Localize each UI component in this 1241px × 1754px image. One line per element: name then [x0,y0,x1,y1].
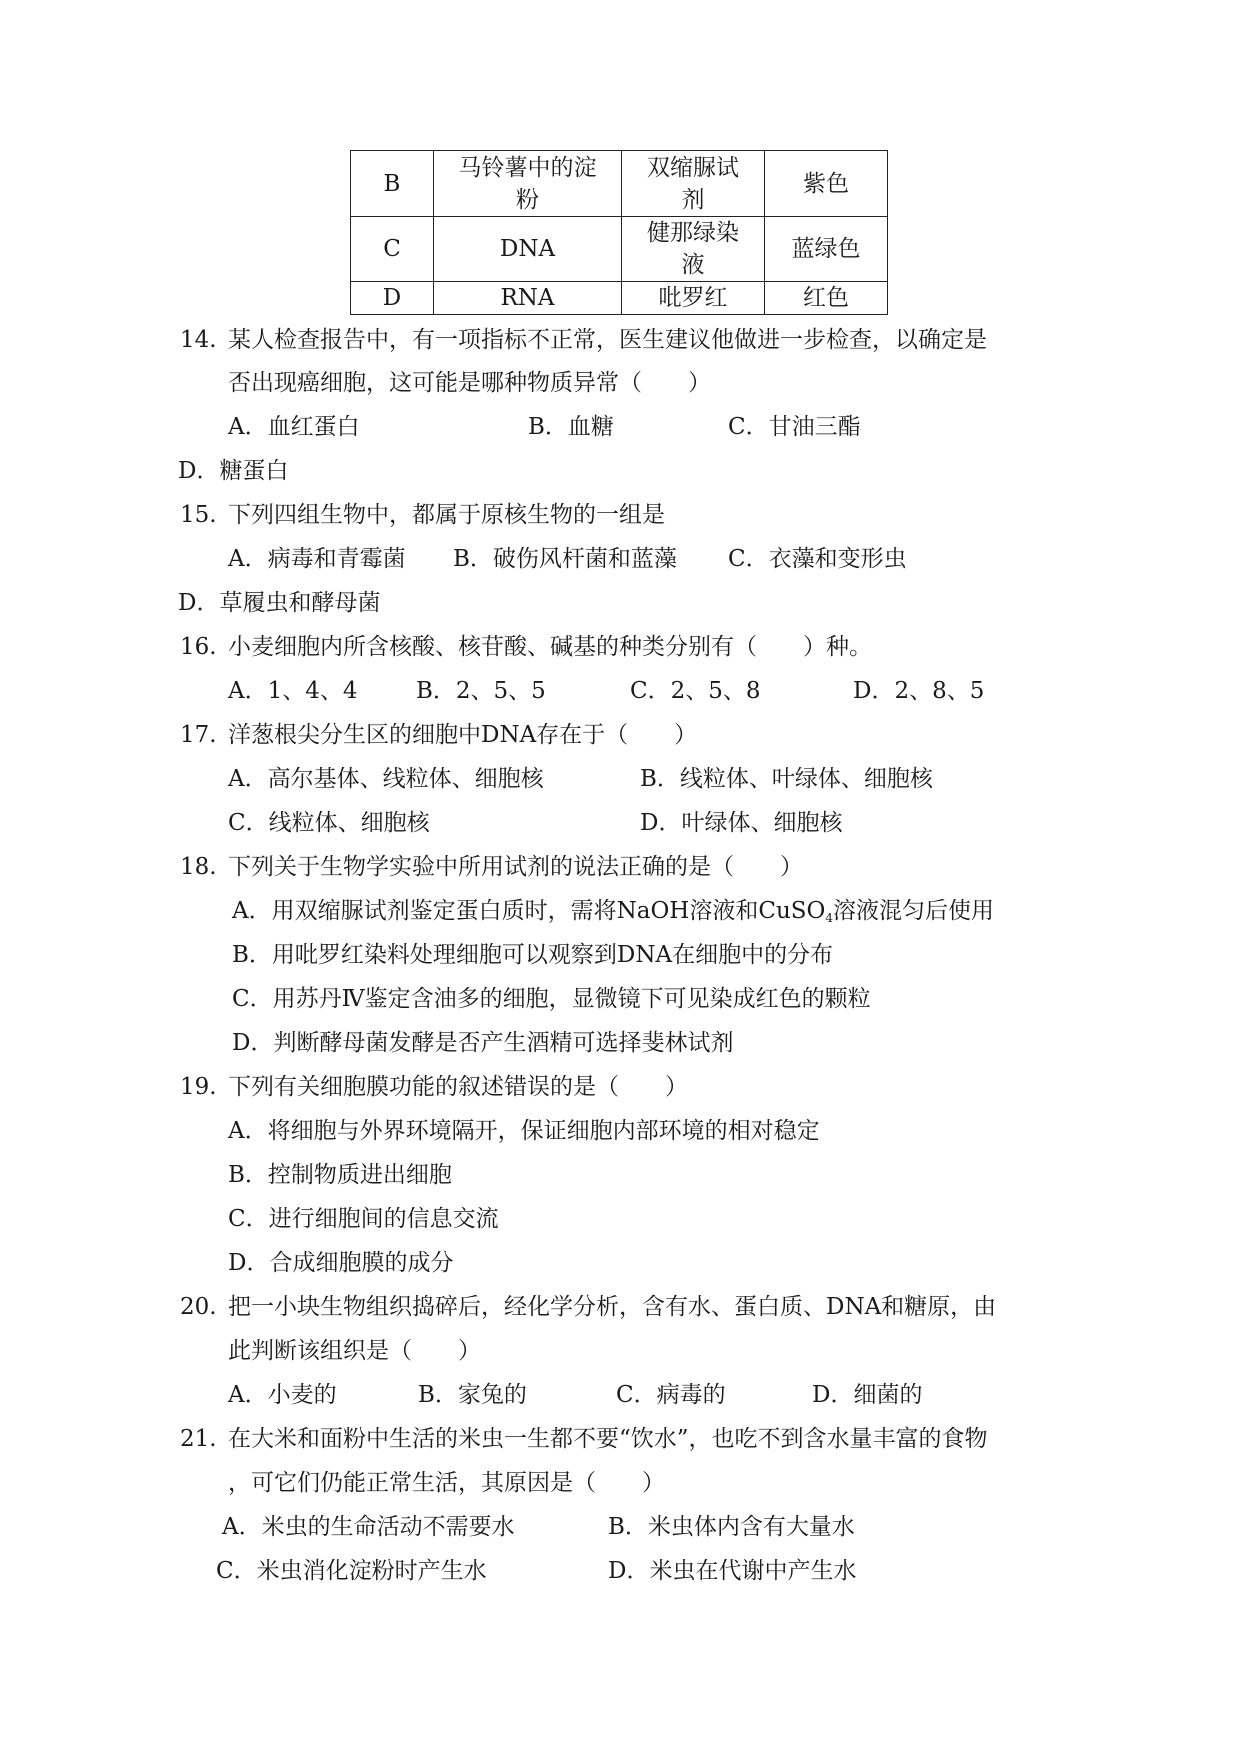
question-17-option-d: D．叶绿体、细胞核 [640,810,843,836]
question-17-option-a: A．高尔基体、线粒体、细胞核 [228,766,544,792]
question-16-stem: 小麦细胞内所含核酸、核苷酸、碱基的种类分别有（ ）种。 [228,634,872,660]
question-18-number: 18. [180,854,217,880]
question-19-option-c: C．进行细胞间的信息交流 [228,1206,499,1232]
question-16-option-d: D．2、8、5 [853,678,985,704]
question-19-stem: 下列有关细胞膜功能的叙述错误的是（ ） [228,1074,688,1100]
question-16-option-c: C．2、5、8 [630,678,761,704]
question-20-stem-cont: 此判断该组织是（ ） [228,1338,481,1364]
substance-line: 粉 [516,186,539,213]
color-cell: 紫色 [765,151,888,217]
question-21-option-a: A．米虫的生命活动不需要水 [222,1514,515,1540]
substance-cell: DNA [434,217,622,282]
question-14-stem: 某人检查报告中，有一项指标不正常，医生建议他做进一步检查，以确定是 [228,327,987,353]
question-21-option-d: D．米虫在代谢中产生水 [608,1558,857,1584]
table-row [351,217,888,282]
question-20-option-a: A．小麦的 [228,1382,337,1408]
reagent-line: 剂 [681,186,705,213]
question-15-number: 15. [180,502,217,528]
question-14-option-b: B．血糖 [528,414,614,440]
question-18-option-c: C．用苏丹Ⅳ鉴定含油多的细胞，显微镜下可见染成红色的颗粒 [232,986,871,1012]
substance-cell: RNA [434,282,622,315]
question-18-option-b: B．用吡罗红染料处理细胞可以观察到DNA在细胞中的分布 [232,942,834,968]
question-14-option-c: C．甘油三酯 [728,414,861,440]
table-row [351,282,888,315]
reagent-cell: 吡罗红 [622,282,765,315]
option-a-text: A．用双缩脲试剂鉴定蛋白质时，需将NaOH溶液和CuSO [232,898,826,924]
reagent-line: 液 [681,252,705,278]
question-20-option-d: D．细菌的 [812,1382,923,1408]
question-17-option-c: C．线粒体、细胞核 [228,810,430,836]
subscript-four: 4 [825,911,834,925]
option-a-text-end: 溶液混匀后使用 [833,898,995,924]
question-20-option-c: C．病毒的 [616,1382,726,1408]
question-19-option-d: D．合成细胞膜的成分 [228,1250,454,1276]
question-15-option-d: D．草履虫和酵母菌 [178,590,381,616]
substance-line: 马铃薯中的淀 [458,154,597,181]
question-20-stem: 把一小块生物组织捣碎后，经化学分析，含有水、蛋白质、DNA和糖原，由 [228,1294,997,1320]
question-15-option-a: A．病毒和青霉菌 [228,546,406,572]
row-letter: C [351,217,434,282]
reagent-table [350,150,888,315]
question-21-stem: 在大米和面粉中生活的米虫一生都不要“饮水”，也吃不到含水量丰富的食物 [228,1426,988,1452]
reagent-cell [622,151,765,217]
question-17-stem: 洋葱根尖分生区的细胞中DNA存在于（ ） [228,722,698,748]
question-18-option-a [232,896,994,933]
question-21-option-b: B．米虫体内含有大量水 [608,1514,855,1540]
question-14-stem-cont: 否出现癌细胞，这可能是哪种物质异常（ ） [228,370,711,396]
question-15-stem: 下列四组生物中，都属于原核生物的一组是 [228,502,665,528]
question-19-number: 19. [180,1074,217,1100]
question-17-option-b: B．线粒体、叶绿体、细胞核 [640,766,933,792]
question-21-number: 21. [180,1426,217,1452]
table-row [351,151,888,217]
question-19-option-a: A．将细胞与外界环境隔开，保证细胞内部环境的相对稳定 [228,1118,820,1144]
question-16-number: 16. [180,634,217,660]
question-18-option-d: D．判断酵母菌发酵是否产生酒精可选择斐林试剂 [232,1030,734,1056]
row-letter: B [351,151,434,217]
question-14-option-d: D．糖蛋白 [178,458,289,484]
reagent-cell [622,217,765,282]
question-17-number: 17. [180,722,217,748]
color-cell: 红色 [765,282,888,315]
question-15-option-b: B．破伤风杆菌和蓝藻 [453,546,677,572]
question-16-option-a: A．1、4、4 [228,678,358,704]
question-16-option-b: B．2、5、5 [416,678,546,704]
question-15-option-c: C．衣藻和变形虫 [728,546,907,572]
color-cell: 蓝绿色 [765,217,888,282]
question-19-option-b: B．控制物质进出细胞 [228,1162,452,1188]
reagent-line: 健那绿染 [647,220,739,246]
question-20-number: 20. [180,1294,217,1320]
question-14-option-a: A．血红蛋白 [228,414,360,440]
reagent-line: 双缩脲试 [647,154,739,181]
question-21-option-c: C．米虫消化淀粉时产生水 [216,1558,487,1584]
question-21-stem-cont: ，可它们仍能正常生活，其原因是（ ） [228,1470,665,1496]
question-14-number: 14. [180,327,217,353]
question-18-stem: 下列关于生物学实验中所用试剂的说法正确的是（ ） [228,854,803,880]
question-20-option-b: B．家兔的 [418,1382,527,1408]
row-letter: D [351,282,434,315]
substance-cell [434,151,622,217]
